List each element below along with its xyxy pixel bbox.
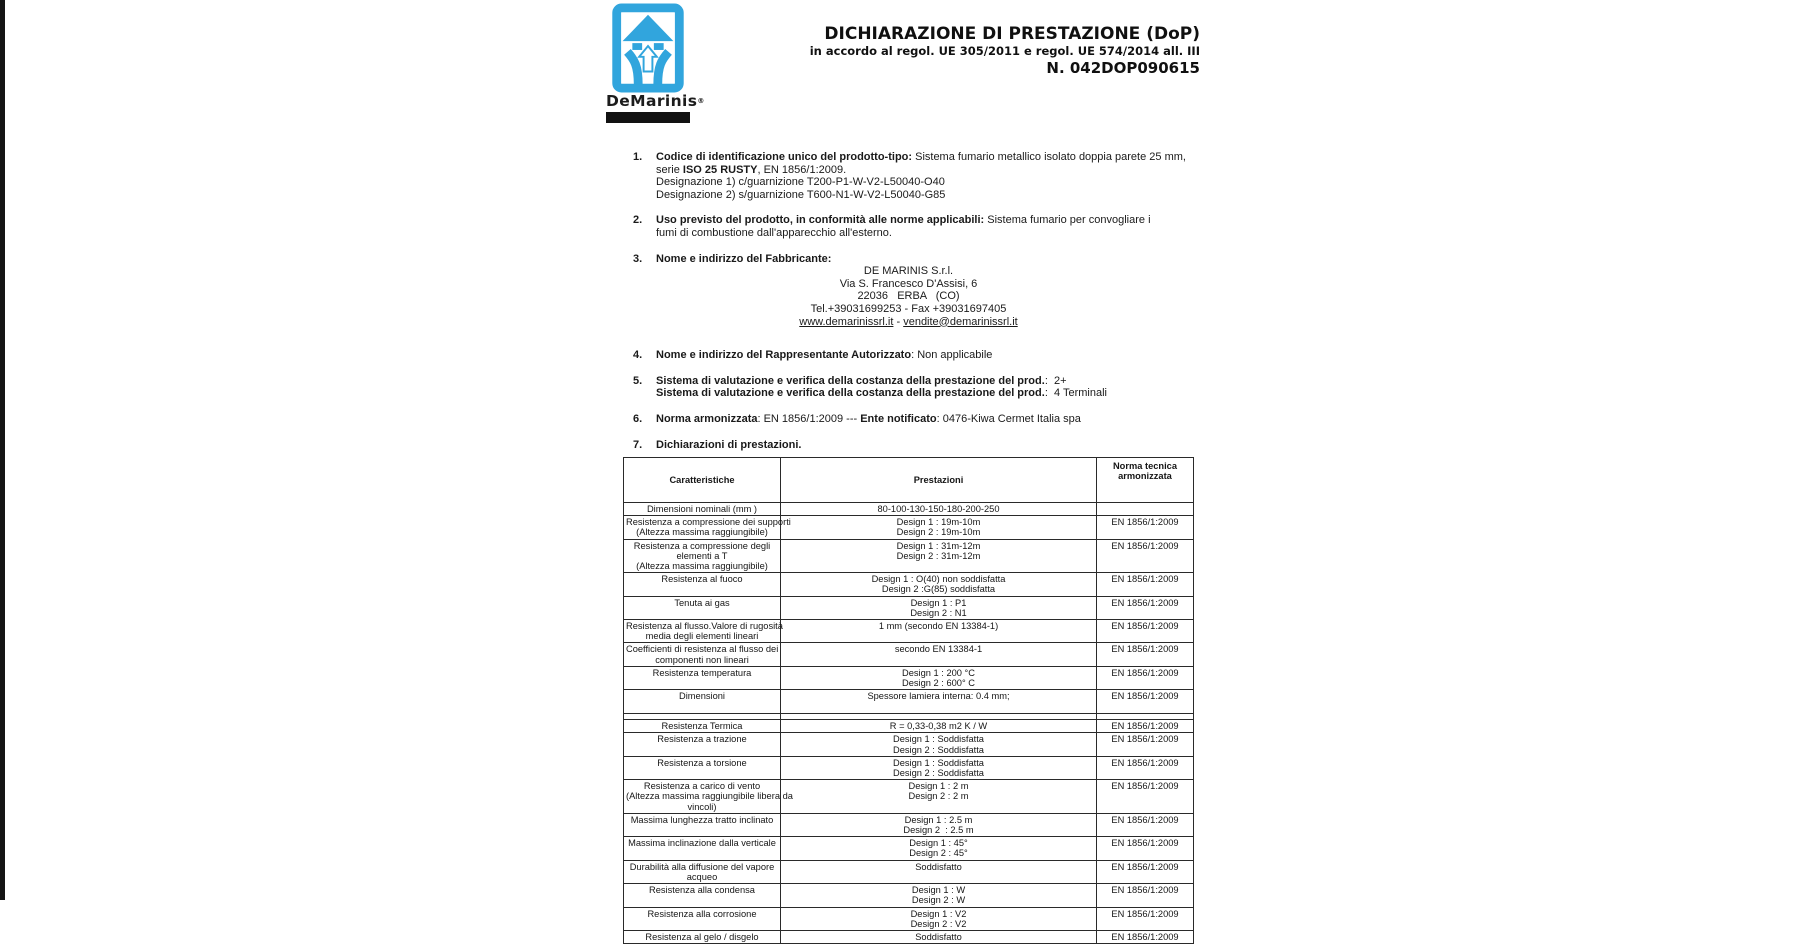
item-text <box>656 214 1208 239</box>
registered-mark: ® <box>697 97 705 105</box>
text-segment: Ente notificato <box>860 412 937 425</box>
cell-norm: EN 1856/1:2009 <box>1097 516 1194 539</box>
item-number: 7. <box>633 438 643 451</box>
cell-norm: EN 1856/1:2009 <box>1097 539 1194 573</box>
cell-norm: EN 1856/1:2009 <box>1097 733 1194 756</box>
text-segment: Via S. Francesco D'Assisi, 6 <box>839 277 978 290</box>
cell-characteristic: Resistenza alla corrosione <box>624 907 781 930</box>
text-line <box>656 349 1208 362</box>
text-segment: Codice di identificazione unico del prodotto-tipo: <box>656 151 913 163</box>
cell-performance: Spessore lamiera interna: 0.4 mm; <box>781 690 1097 714</box>
header-caratteristiche: Caratteristiche <box>624 458 781 503</box>
table-row <box>624 837 1194 860</box>
cell-performance: 80-100-130-150-180-200-250 <box>781 503 1097 516</box>
list-item-7 <box>633 439 1208 452</box>
cell-performance: Design 1 : 45° Design 2 : 45° <box>781 837 1097 860</box>
item-number: 6. <box>633 412 643 425</box>
cell-characteristic: Resistenza alla condensa <box>624 884 781 907</box>
item-text <box>656 439 1208 452</box>
text-segment: Sistema di valutazione e verifica della costanza della prestazione del prod. <box>656 374 1045 387</box>
cell-norm: EN 1856/1:2009 <box>1097 930 1194 943</box>
cell-norm: EN 1856/1:2009 <box>1097 907 1194 930</box>
table-row <box>624 690 1194 714</box>
chimney-logo-icon <box>611 3 685 93</box>
text-segment: Norma armonizzata <box>656 412 758 425</box>
cell-performance: Design 1 : W Design 2 : W <box>781 884 1097 907</box>
cell-characteristic: Resistenza a compressione degli elementi a T (Altezza massima raggiungibile) <box>624 539 781 573</box>
cell-performance: secondo EN 13384-1 <box>781 643 1097 666</box>
text-segment: Sistema fumario metallico isolato doppia parete 25 mm, <box>912 151 1186 163</box>
text-segment: Designazione 2) s/guarnizione T600-N1-W-V2-L50040-G85 <box>656 188 946 201</box>
text-line <box>656 253 1208 266</box>
list-item-1 <box>633 151 1208 201</box>
table-row <box>624 516 1194 539</box>
email-link[interactable]: vendite@demarinissrl.it <box>903 315 1018 328</box>
table-row <box>624 720 1194 733</box>
cell-norm: EN 1856/1:2009 <box>1097 780 1194 814</box>
text-line <box>656 189 1208 202</box>
item-number: 3. <box>633 252 643 265</box>
company-logo <box>606 3 705 123</box>
cell-characteristic: Resistenza al gelo / disgelo <box>624 930 781 943</box>
table-row <box>624 756 1194 779</box>
table-row <box>624 539 1194 573</box>
cell-characteristic: Resistenza temperatura <box>624 666 781 689</box>
cell-characteristic: Dimensioni nominali (mm ) <box>624 503 781 516</box>
text-segment: Uso previsto del prodotto, in conformità alle norme applicabili: <box>656 214 985 227</box>
cell-performance: Design 1 : Soddisfatta Design 2 : Soddisfatta <box>781 756 1097 779</box>
item-number: 2. <box>633 214 643 227</box>
table-row <box>624 643 1194 666</box>
cell-norm: EN 1856/1:2009 <box>1097 756 1194 779</box>
table-row <box>624 666 1194 689</box>
table-row <box>624 780 1194 814</box>
text-line <box>656 303 1161 316</box>
item-number: 5. <box>633 374 643 387</box>
text-segment: , EN 1856/1:2009. <box>757 163 847 176</box>
cell-performance: Design 1 : 2 m Design 2 : 2 m <box>781 780 1097 814</box>
text-line <box>656 375 1208 388</box>
text-line <box>656 413 1208 426</box>
text-segment: : 2+ <box>1044 374 1067 387</box>
text-segment: : 4 Terminali <box>1044 387 1107 400</box>
cell-performance: 1 mm (secondo EN 13384-1) <box>781 620 1097 643</box>
document-regulation: in accordo al regol. UE 305/2011 e regol. UE 574/2014 all. III <box>809 44 1200 58</box>
performance-table <box>623 457 1194 944</box>
cell-performance: Design 1 : 2.5 m Design 2 : 2.5 m <box>781 813 1097 836</box>
cell-characteristic: Massima lunghezza tratto inclinato <box>624 813 781 836</box>
item-text <box>656 413 1208 426</box>
item-text <box>656 253 1208 329</box>
table-row <box>624 733 1194 756</box>
cell-characteristic: Durabilità alla diffusione del vapore acqueo <box>624 860 781 883</box>
manufacturer-address <box>656 265 1161 328</box>
document-title: DICHIARAZIONE DI PRESTAZIONE (DoP) <box>824 24 1200 44</box>
cell-norm: EN 1856/1:2009 <box>1097 596 1194 619</box>
item-number: 1. <box>633 151 643 163</box>
cell-norm: EN 1856/1:2009 <box>1097 666 1194 689</box>
cell-characteristic: Resistenza al fuoco <box>624 573 781 596</box>
cell-characteristic: Massima inclinazione dalla verticale <box>624 837 781 860</box>
cell-norm: EN 1856/1:2009 <box>1097 860 1194 883</box>
table-header-row <box>624 458 1194 503</box>
header-norma-tecnica: Norma tecnica armonizzata <box>1097 458 1194 503</box>
text-segment: Designazione 1) c/guarnizione T200-P1-W-V2-L50040-O40 <box>656 176 945 189</box>
text-line <box>656 164 1208 177</box>
table-row <box>624 573 1194 596</box>
text-line <box>656 151 1208 164</box>
numbered-items-list <box>633 151 1208 464</box>
text-line <box>656 316 1161 329</box>
cell-characteristic: Resistenza Termica <box>624 720 781 733</box>
text-segment: Nome e indirizzo del Fabbricante: <box>656 252 832 265</box>
text-segment: Sistema fumario per convogliare i <box>984 214 1151 227</box>
text-line <box>656 439 1208 452</box>
cell-performance: Design 1 : V2 Design 2 : V2 <box>781 907 1097 930</box>
table-row <box>624 813 1194 836</box>
cell-norm: EN 1856/1:2009 <box>1097 643 1194 666</box>
list-item-2 <box>633 214 1208 239</box>
text-segment: DE MARINIS S.r.l. <box>863 265 954 278</box>
list-item-6 <box>633 413 1208 426</box>
website-link[interactable]: www.demarinissrl.it <box>799 315 894 328</box>
cell-norm: EN 1856/1:2009 <box>1097 573 1194 596</box>
cell-norm: EN 1856/1:2009 <box>1097 620 1194 643</box>
table-row <box>624 503 1194 516</box>
cell-characteristic: Dimensioni <box>624 690 781 714</box>
cell-performance: Design 1 : 200 °C Design 2 : 600° C <box>781 666 1097 689</box>
document-header <box>810 24 1200 77</box>
page-edge-line <box>0 0 5 900</box>
text-line <box>656 265 1161 278</box>
text-segment: Tel.+39031699253 - Fax +39031697405 <box>810 302 1007 315</box>
cell-performance: Design 1 : 31m-12m Design 2 : 31m-12m <box>781 539 1097 573</box>
table-row <box>624 860 1194 883</box>
table-row <box>624 884 1194 907</box>
document-number: N. 042DOP090615 <box>1046 59 1200 77</box>
table-row <box>624 596 1194 619</box>
text-segment: Nome e indirizzo del Rappresentante Autorizzato <box>656 349 912 362</box>
cell-norm: EN 1856/1:2009 <box>1097 837 1194 860</box>
text-segment: - <box>893 315 904 328</box>
text-segment: ISO 25 RUSTY <box>682 163 758 176</box>
cell-norm: EN 1856/1:2009 <box>1097 813 1194 836</box>
list-item-3 <box>633 253 1208 329</box>
item-text <box>656 349 1208 362</box>
cell-performance: Soddisfatto <box>781 930 1097 943</box>
cell-characteristic: Resistenza a trazione <box>624 733 781 756</box>
cell-characteristic: Tenuta ai gas <box>624 596 781 619</box>
cell-characteristic: Resistenza al flusso.Valore di rugosità media degli elementi lineari <box>624 620 781 643</box>
cell-norm: EN 1856/1:2009 <box>1097 720 1194 733</box>
text-segment: : Non applicabile <box>911 349 993 362</box>
cell-performance: Design 1 : P1 Design 2 : N1 <box>781 596 1097 619</box>
text-segment: Dichiarazioni di prestazioni. <box>656 438 802 451</box>
text-line <box>656 214 1208 227</box>
cell-performance: Soddisfatto <box>781 860 1097 883</box>
text-line <box>656 387 1208 400</box>
cell-performance: R = 0,33-0,38 m2 K / W <box>781 720 1097 733</box>
cell-norm: EN 1856/1:2009 <box>1097 690 1194 714</box>
cell-characteristic: Coefficienti di resistenza al flusso dei componenti non lineari <box>624 643 781 666</box>
table-row <box>624 907 1194 930</box>
text-segment: fumi di combustione dall'apparecchio all'esterno. <box>656 226 892 239</box>
header-prestazioni: Prestazioni <box>781 458 1097 503</box>
cell-performance: Design 1 : Soddisfatta Design 2 : Soddisfatta <box>781 733 1097 756</box>
table-row <box>624 620 1194 643</box>
table-row <box>624 930 1194 943</box>
text-segment: : EN 1856/1:2009 --- <box>757 412 861 425</box>
text-line <box>656 227 1208 240</box>
item-text <box>656 151 1208 201</box>
cell-performance: Design 1 : O(40) non soddisfatta Design 2 :G(85) soddisfatta <box>781 573 1097 596</box>
cell-characteristic: Resistenza a torsione <box>624 756 781 779</box>
item-text <box>656 375 1208 400</box>
list-item-4 <box>633 349 1208 362</box>
cell-characteristic: Resistenza a carico di vento (Altezza massima raggiungibile libera da vincoli) <box>624 780 781 814</box>
text-segment: Sistema di valutazione e verifica della costanza della prestazione del prod. <box>656 387 1045 400</box>
item-number: 4. <box>633 349 643 362</box>
cell-norm <box>1097 503 1194 516</box>
logo-wordmark: DeMarinis® <box>606 92 705 110</box>
list-item-5 <box>633 375 1208 400</box>
text-segment: 22036 ERBA (CO) <box>857 290 960 303</box>
cell-performance: Design 1 : 19m-10m Design 2 : 19m-10m <box>781 516 1097 539</box>
text-segment: serie <box>656 163 683 176</box>
text-segment: : 0476-Kiwa Cermet Italia spa <box>936 412 1081 425</box>
cell-characteristic: Resistenza a compressione dei supporti (Altezza massima raggiungibile) <box>624 516 781 539</box>
text-line <box>656 290 1161 303</box>
text-line <box>656 278 1161 291</box>
logo-underline-bar <box>606 112 690 123</box>
cell-norm: EN 1856/1:2009 <box>1097 884 1194 907</box>
text-line <box>656 176 1208 189</box>
